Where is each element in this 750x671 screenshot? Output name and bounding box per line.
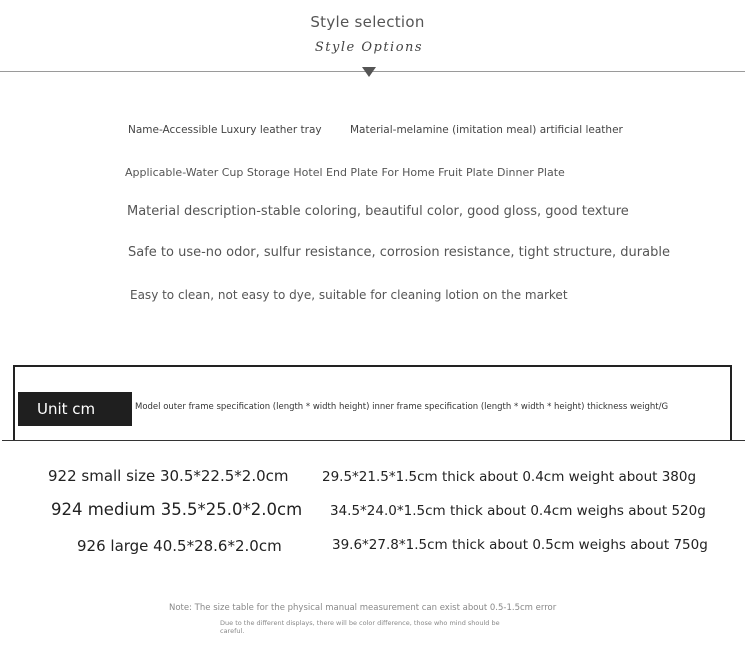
spec-row-small-outer: 922 small size 30.5*22.5*2.0cm — [48, 467, 289, 485]
section-title: Style selection — [310, 13, 425, 31]
size-note: Note: The size table for the physical manual measurement can exist about 0.5-1.5cm error — [169, 603, 557, 613]
spec-table-divider — [2, 440, 745, 441]
info-name: Name-Accessible Luxury leather tray — [128, 124, 322, 136]
info-material: Material-melamine (imitation meal) artificial leather — [350, 124, 623, 136]
info-cleaning: Easy to clean, not easy to dye, suitable for cleaning lotion on the market — [130, 288, 568, 302]
spec-row-medium-inner: 34.5*24.0*1.5cm thick about 0.4cm weighs about 520g — [330, 503, 706, 519]
spec-row-large-outer: 926 large 40.5*28.6*2.0cm — [77, 537, 282, 555]
color-note: Due to the different displays, there will be color difference, those who mind should be careful. — [220, 619, 500, 635]
unit-badge: Unit cm — [18, 392, 132, 426]
section-subtitle: Style Options — [314, 40, 424, 55]
info-applicable: Applicable-Water Cup Storage Hotel End Plate For Home Fruit Plate Dinner Plate — [125, 166, 565, 179]
spec-row-large-inner: 39.6*27.8*1.5cm thick about 0.5cm weighs about 750g — [332, 537, 708, 553]
info-safety: Safe to use-no odor, sulfur resistance, corrosion resistance, tight structure, durable — [128, 245, 670, 260]
spec-row-small-inner: 29.5*21.5*1.5cm thick about 0.4cm weight about 380g — [322, 469, 697, 485]
triangle-down-icon — [362, 67, 376, 77]
spec-table-header: Model outer frame specification (length * width height) inner frame specification (length * width * height) thickness weight/G — [135, 402, 669, 412]
info-description: Material description-stable coloring, beautiful color, good gloss, good texture — [127, 204, 629, 219]
spec-row-medium-outer: 924 medium 35.5*25.0*2.0cm — [51, 500, 303, 519]
